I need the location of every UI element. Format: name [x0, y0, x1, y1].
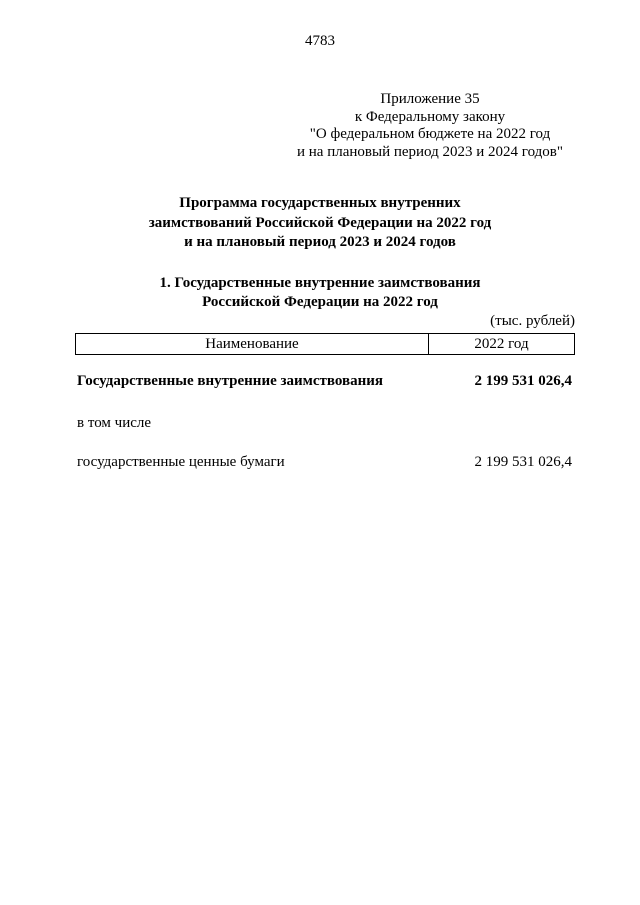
header-name-cell: Наименование — [76, 334, 429, 354]
row-value: 2 199 531 026,4 — [474, 373, 572, 389]
table-row-total — [77, 373, 572, 390]
table-row-including — [77, 415, 572, 432]
row-name: государственные ценные бумаги — [77, 454, 285, 470]
row-name: в том числе — [77, 415, 152, 431]
annex-line-2: к Федеральному закону — [354, 108, 506, 125]
annex-line-1: Приложение 35 — [380, 91, 480, 107]
section-title-line-2: Российской Федерации на 2022 год — [202, 294, 438, 310]
header-year-cell: 2022 год — [474, 335, 529, 352]
table-row-securities — [77, 454, 572, 471]
annex-header — [270, 91, 590, 161]
annex-line-4: и на плановый период 2023 и 2024 годов" — [297, 143, 563, 160]
section-title — [100, 274, 540, 312]
program-title-line-3: и на плановый период 2023 и 2024 годов — [184, 234, 456, 250]
program-title-line-2: заимствований Российской Федерации на 2022 год — [148, 214, 492, 231]
row-name: Государственные внутренние заимствования — [77, 373, 384, 389]
page-number: 4783 — [305, 33, 335, 49]
units-label: (тыс. рублей) — [490, 313, 575, 329]
row-value: 2 199 531 026,4 — [474, 454, 572, 470]
annex-line-3: "О федеральном бюджете на 2022 год — [309, 126, 551, 142]
program-title — [100, 194, 540, 253]
table-header — [75, 333, 575, 355]
section-title-line-1: 1. Государственные внутренние заимствования — [159, 275, 481, 291]
program-title-line-1: Программа государственных внутренних — [179, 195, 461, 211]
